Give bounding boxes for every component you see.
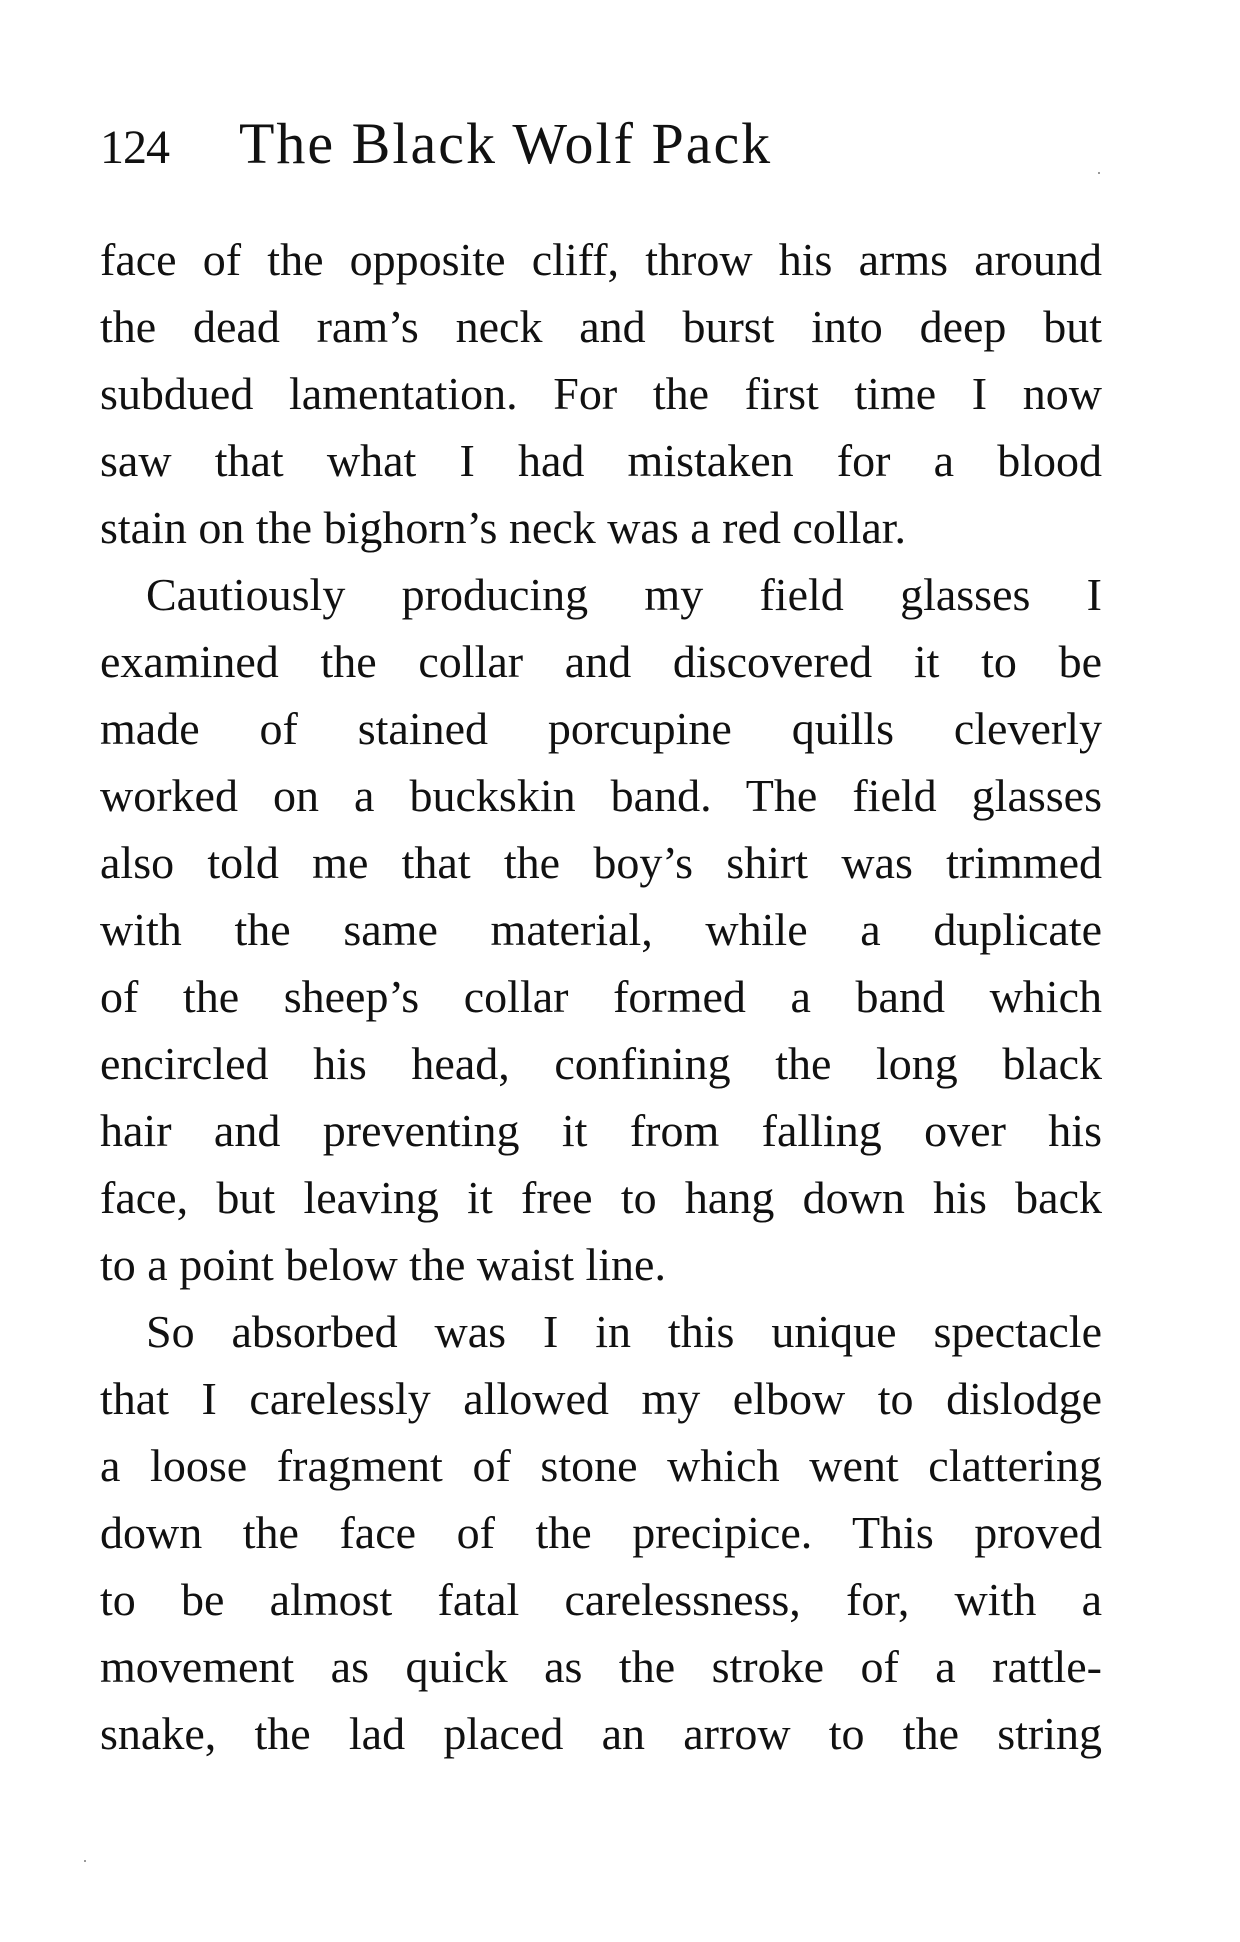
text-line: worked on a buckskin band. The field glasses bbox=[100, 770, 1102, 821]
text-line: face of the opposite cliff, throw his arms around bbox=[100, 234, 1102, 285]
text-line: that I carelessly allowed my elbow to dislodge bbox=[100, 1373, 1102, 1424]
text-line: snake, the lad placed an arrow to the string bbox=[100, 1708, 1102, 1759]
page-number: 124 bbox=[100, 121, 169, 174]
text-line: the dead ram’s neck and burst into deep but bbox=[100, 301, 1102, 352]
text-line: Cautiously producing my field glasses I bbox=[146, 569, 1102, 620]
text-line: saw that what I had mistaken for a blood bbox=[100, 435, 1102, 486]
text-line: with the same material, while a duplicate bbox=[100, 904, 1102, 955]
text-line: examined the collar and discovered it to be bbox=[100, 636, 1102, 687]
scan-speck bbox=[1098, 172, 1100, 174]
page-header bbox=[100, 110, 1100, 190]
text-line: movement as quick as the stroke of a rattle- bbox=[100, 1641, 1102, 1692]
text-line: So absorbed was I in this unique spectacle bbox=[146, 1306, 1102, 1357]
running-title: The Black Wolf Pack bbox=[239, 111, 773, 176]
text-line: down the face of the precipice. This proved bbox=[100, 1507, 1102, 1558]
text-line: made of stained porcupine quills cleverly bbox=[100, 703, 1102, 754]
body-text bbox=[100, 226, 1102, 1767]
text-line: of the sheep’s collar formed a band which bbox=[100, 971, 1102, 1022]
text-line: hair and preventing it from falling over his bbox=[100, 1105, 1102, 1156]
text-line: face, but leaving it free to hang down his back bbox=[100, 1172, 1102, 1223]
text-line: subdued lamentation. For the first time I now bbox=[100, 368, 1102, 419]
text-line: a loose fragment of stone which went clattering bbox=[100, 1440, 1102, 1491]
text-line: encircled his head, confining the long black bbox=[100, 1038, 1102, 1089]
text-line: to be almost fatal carelessness, for, with a bbox=[100, 1574, 1102, 1625]
text-line: to a point below the waist line. bbox=[100, 1239, 666, 1290]
text-line: also told me that the boy’s shirt was trimmed bbox=[100, 837, 1102, 888]
scan-speck bbox=[84, 1860, 86, 1862]
text-line: stain on the bighorn’s neck was a red collar. bbox=[100, 502, 907, 553]
